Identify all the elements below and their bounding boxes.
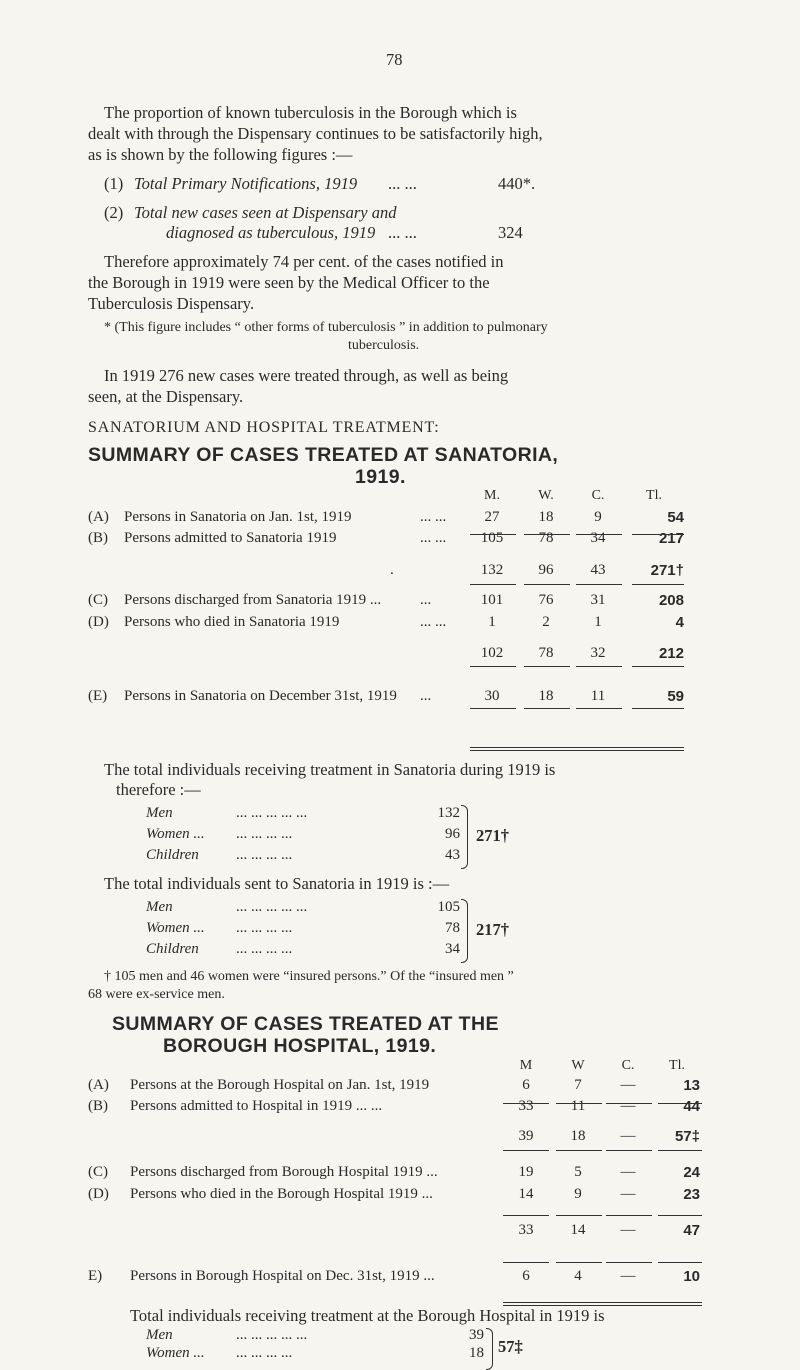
row-key: (A) bbox=[88, 509, 109, 525]
cell-children: — bbox=[620, 1268, 636, 1284]
row-label: Persons admitted to Hospital in 1919 ... ... bbox=[130, 1098, 383, 1114]
leader-dots: ... bbox=[420, 592, 432, 608]
leader-dots: ... ... ... ... ... bbox=[236, 805, 308, 821]
cell-total: 271† bbox=[650, 562, 684, 579]
column-header: M. bbox=[484, 488, 500, 503]
cell-total: 57‡ bbox=[674, 1128, 700, 1145]
therefore-line: Tuberculosis Dispensary. bbox=[88, 294, 255, 313]
cell-men: 39 bbox=[518, 1128, 534, 1144]
cell-total: 217 bbox=[658, 530, 684, 547]
row-label: Persons discharged from Borough Hospital 1919 ... bbox=[130, 1164, 438, 1180]
row-label: Persons discharged from Sanatoria 1919 ... bbox=[124, 592, 382, 608]
cell-children: — bbox=[620, 1077, 636, 1093]
new-cases-line: seen, at the Dispensary. bbox=[88, 387, 244, 406]
hospital-title-year: BOROUGH HOSPITAL, 1919. bbox=[163, 1035, 437, 1057]
cell-men: 30 bbox=[484, 688, 500, 704]
cell-men: 19 bbox=[518, 1164, 534, 1180]
figure-number: (1) bbox=[104, 174, 124, 193]
list-label: Women ... bbox=[146, 826, 205, 842]
cell-children: — bbox=[620, 1222, 636, 1238]
section-heading: SANATORIUM AND HOSPITAL TREATMENT: bbox=[88, 419, 440, 436]
row-label: Persons who died in the Borough Hospital 1919 ... bbox=[130, 1186, 433, 1202]
cell-women: 4 bbox=[574, 1268, 582, 1284]
column-header: W bbox=[571, 1058, 585, 1073]
therefore-line: Therefore approximately 74 per cent. of the cases notified in bbox=[104, 252, 504, 271]
cell-children: — bbox=[620, 1098, 636, 1114]
cell-women: 7 bbox=[574, 1077, 582, 1093]
figure-label: diagnosed as tuberculous, 1919 bbox=[166, 223, 376, 242]
cell-total: 23 bbox=[683, 1186, 700, 1203]
leader-dots: ... ... ... ... bbox=[236, 847, 293, 863]
cell-children: 34 bbox=[590, 530, 606, 546]
cell-total: 208 bbox=[658, 592, 684, 609]
list-label: Children bbox=[146, 847, 199, 863]
row-label: Persons in Sanatoria on Jan. 1st, 1919 bbox=[124, 509, 352, 525]
footnote: 68 were ex-service men. bbox=[88, 987, 225, 1002]
cell-total: 10 bbox=[683, 1268, 700, 1285]
footnote: tuberculosis. bbox=[348, 338, 420, 353]
page-number: 78 bbox=[386, 50, 403, 69]
list-value: 18 bbox=[469, 1345, 484, 1361]
list-label: Men bbox=[146, 899, 173, 915]
leader-dots: ... ... ... ... bbox=[236, 826, 293, 842]
leader-dots: ... ... ... ... ... bbox=[236, 1327, 308, 1343]
sent-total: 217† bbox=[476, 920, 509, 939]
receiving-text: The total individuals receiving treatment in Sanatoria during 1919 is bbox=[104, 760, 556, 779]
list-value: 132 bbox=[437, 805, 460, 821]
leader-dots: ... bbox=[420, 688, 432, 704]
row-key: (C) bbox=[88, 592, 108, 608]
cell-women: 2 bbox=[542, 614, 550, 630]
cell-men: 33 bbox=[518, 1222, 534, 1238]
list-value: 43 bbox=[445, 847, 460, 863]
column-header: W. bbox=[538, 488, 554, 503]
cell-children: 11 bbox=[590, 688, 606, 704]
row-key: E) bbox=[88, 1268, 103, 1284]
cell-women: 11 bbox=[570, 1098, 586, 1114]
figure-value: 324 bbox=[498, 223, 523, 242]
row-label: Persons who died in Sanatoria 1919 bbox=[124, 614, 340, 630]
leader-dots: ... ... ... ... bbox=[236, 1345, 293, 1361]
leader-dots: ... ... ... ... bbox=[236, 941, 293, 957]
receiving-total: 57‡ bbox=[498, 1337, 523, 1356]
hospital-receiving-intro: Total individuals receiving treatment at the Borough Hospital in 1919 is bbox=[130, 1306, 605, 1325]
row-label: Persons admitted to Sanatoria 1919 bbox=[124, 530, 337, 546]
intro-line: The proportion of known tuberculosis in the Borough which is bbox=[104, 103, 517, 122]
cell-women: 76 bbox=[538, 592, 554, 608]
list-label: Men bbox=[146, 1327, 173, 1343]
figure-value: 440*. bbox=[498, 174, 536, 193]
cell-children: 1 bbox=[594, 614, 602, 630]
cell-children: 31 bbox=[590, 592, 606, 608]
cell-men: 1 bbox=[488, 614, 496, 630]
cell-men: 132 bbox=[480, 562, 504, 578]
list-label: Men bbox=[146, 805, 173, 821]
row-label: Persons in Borough Hospital on Dec. 31st, 1919 ... bbox=[130, 1268, 435, 1284]
cell-total: 24 bbox=[683, 1164, 700, 1181]
row-key: (C) bbox=[88, 1164, 108, 1180]
row-key: (D) bbox=[88, 1186, 109, 1202]
cell-women: 18 bbox=[538, 509, 554, 525]
row-key: (E) bbox=[88, 688, 108, 704]
cell-women: 5 bbox=[574, 1164, 582, 1180]
sanatoria-title-year: 1919. bbox=[355, 466, 406, 488]
list-value: 39 bbox=[469, 1327, 484, 1343]
row-key: (A) bbox=[88, 1077, 109, 1093]
cell-women: 18 bbox=[570, 1128, 586, 1144]
row-label: Persons in Sanatoria on December 31st, 1919 bbox=[124, 688, 397, 704]
cell-men: 101 bbox=[480, 592, 504, 608]
receiving-total: 271† bbox=[476, 826, 509, 845]
column-header: C. bbox=[621, 1058, 635, 1073]
column-header: C. bbox=[591, 488, 605, 503]
list-value: 34 bbox=[445, 941, 460, 957]
column-header: Tl. bbox=[646, 488, 662, 503]
receiving-text: therefore :— bbox=[116, 780, 201, 799]
cell-men: 105 bbox=[480, 530, 504, 546]
cell-total: 44 bbox=[683, 1098, 700, 1115]
cell-total: 212 bbox=[658, 645, 684, 662]
cell-children: — bbox=[620, 1128, 636, 1144]
cell-women: 14 bbox=[570, 1222, 586, 1238]
cell-women: 96 bbox=[538, 562, 554, 578]
cell-children: 32 bbox=[590, 645, 606, 661]
footnote: * (This figure includes “ other forms of tuberculosis ” in addition to pulmonary bbox=[104, 320, 548, 335]
cell-total: 4 bbox=[675, 614, 684, 631]
hospital-title: SUMMARY OF CASES TREATED AT THE bbox=[112, 1013, 499, 1035]
cell-men: 6 bbox=[522, 1268, 530, 1284]
leader-dots: ... ... bbox=[420, 509, 447, 525]
intro-line: dealt with through the Dispensary continues to be satisfactorily high, bbox=[88, 124, 543, 143]
leader-dots: ... ... ... ... ... bbox=[236, 899, 308, 915]
row-label: Persons at the Borough Hospital on Jan. 1st, 1919 bbox=[130, 1077, 430, 1093]
row-key: (B) bbox=[88, 1098, 108, 1114]
leader-dots: ... ... bbox=[420, 614, 447, 630]
sanatoria-receiving-intro bbox=[104, 760, 555, 780]
list-value: 105 bbox=[437, 899, 460, 915]
cell-children: 43 bbox=[590, 562, 606, 578]
cell-children: — bbox=[620, 1186, 636, 1202]
cell-children: 9 bbox=[594, 509, 602, 525]
list-value: 78 bbox=[445, 920, 460, 936]
sent-intro: The total individuals sent to Sanatoria in 1919 is :— bbox=[104, 874, 450, 893]
figure-label: Total Primary Notifications, 1919 bbox=[134, 174, 358, 193]
cell-men: 27 bbox=[484, 509, 500, 525]
cell-women: 18 bbox=[538, 688, 554, 704]
leader-dots: ... ... bbox=[420, 530, 447, 546]
leader-dots: ... ... bbox=[388, 223, 417, 242]
cell-women: 78 bbox=[538, 645, 554, 661]
therefore-line: the Borough in 1919 were seen by the Medical Officer to the bbox=[88, 273, 490, 292]
cell-total: 47 bbox=[683, 1222, 700, 1239]
row-key: (B) bbox=[88, 530, 108, 546]
sanatoria-title: SUMMARY OF CASES TREATED AT SANATORIA, bbox=[88, 444, 559, 466]
cell-total: 59 bbox=[667, 688, 684, 705]
leader-dots: ... ... bbox=[388, 174, 417, 193]
figure-label: Total new cases seen at Dispensary and bbox=[134, 203, 397, 222]
cell-men: 33 bbox=[518, 1098, 534, 1114]
list-label: Women ... bbox=[146, 1345, 205, 1361]
cell-men: 102 bbox=[480, 645, 504, 661]
cell-men: 14 bbox=[518, 1186, 534, 1202]
new-cases-line: In 1919 276 new cases were treated through, as well as being bbox=[104, 366, 509, 385]
row-key: (D) bbox=[88, 614, 109, 630]
list-value: 96 bbox=[445, 826, 460, 842]
column-header: Tl. bbox=[669, 1058, 685, 1073]
intro-line: as is shown by the following figures :— bbox=[88, 145, 353, 164]
leader-dots: ... ... ... ... bbox=[236, 920, 293, 936]
cell-total: 13 bbox=[683, 1077, 700, 1094]
column-header: M bbox=[519, 1058, 533, 1073]
cell-women: 9 bbox=[574, 1186, 582, 1202]
cell-women: 78 bbox=[538, 530, 554, 546]
leader-dots: . bbox=[390, 562, 394, 578]
list-label: Women ... bbox=[146, 920, 205, 936]
cell-men: 6 bbox=[522, 1077, 530, 1093]
footnote: † 105 men and 46 women were “insured persons.” Of the “insured men ” bbox=[104, 969, 514, 984]
cell-total: 54 bbox=[667, 509, 684, 526]
list-label: Children bbox=[146, 941, 199, 957]
cell-children: — bbox=[620, 1164, 636, 1180]
figure-number: (2) bbox=[104, 203, 124, 222]
